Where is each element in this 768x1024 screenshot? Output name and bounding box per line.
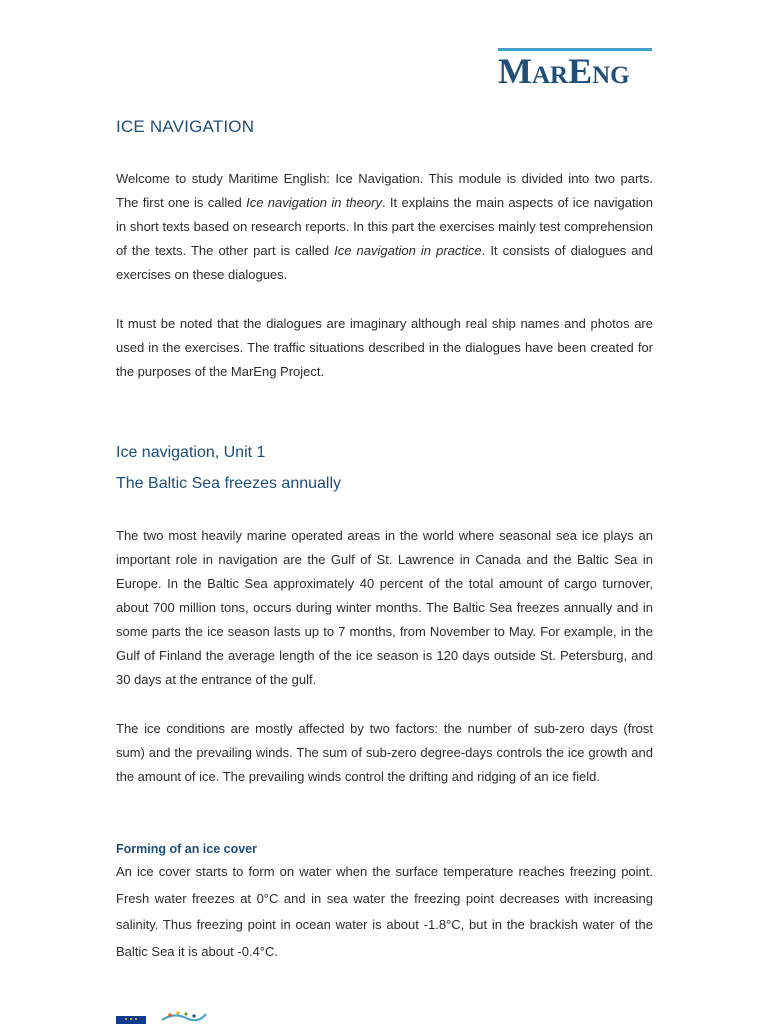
mareng-logo xyxy=(498,48,652,90)
intro-paragraph-2: It must be noted that the dialogues are imaginary although real ship names and photos are used in the exercises. The traffic situations described in the dialogues have been created for the purposes of the MarEng Project. xyxy=(116,316,653,379)
page-title: ICE NAVIGATION xyxy=(116,117,255,136)
unit-subtitle: The Baltic Sea freezes annually xyxy=(116,475,342,492)
unit-paragraph-1: The two most heavily marine operated areas in the world where seasonal sea ice plays an important role in navigation are the Gulf of St. Lawrence in Canada and the Baltic Sea in Europe. In the Baltic Sea approximately 40 percent of the total amount of cargo turnover, about 700 million tons, occurs during winter months. The Baltic Sea freezes annually and in some parts the ice season lasts up to 7 months, from November to May. For example, in the Gulf of Finland the average length of the ice season is 120 days outside St. Petersburg, and 30 days at the entrance of the gulf. xyxy=(116,528,653,687)
eu-star-icon xyxy=(135,1018,137,1020)
intro-paragraph-1: Welcome to study Maritime English: Ice Navigation. This module is divided into two parts. The first one is called Ice navigation in theory. It explains the main aspects of ice navigation in short texts based on research reports. In this part the exercises mainly test comprehension of the texts. The other part is called Ice navigation in practice. It consists of dialogues and exercises on these dialogues. xyxy=(116,171,653,282)
unit-paragraph-2: The ice conditions are mostly affected by two factors: the number of sub-zero days (frost sum) and the prevailing winds. The sum of sub-zero degree-days controls the ice growth and the amount of ice. The prevailing winds control the drifting and ridging of an ice field. xyxy=(116,721,653,784)
section-heading: Forming of an ice cover xyxy=(116,842,258,856)
unit-paragraph-3: An ice cover starts to form on water when the surface temperature reaches freezing point. Fresh water freezes at 0°C and in sea water the freezing point decreases with increasing salinity. Thus freezing point in ocean water is about -1.8°C, but in the brackish water of the Baltic Sea it is about -0.4°C. xyxy=(116,864,653,959)
unit-title: Ice navigation, Unit 1 xyxy=(116,444,266,461)
logo-wordmark: MARENG xyxy=(498,51,630,91)
eu-star-icon xyxy=(130,1018,132,1020)
leonardo-logo-icon xyxy=(160,1010,208,1024)
eu-star-icon xyxy=(125,1018,127,1020)
